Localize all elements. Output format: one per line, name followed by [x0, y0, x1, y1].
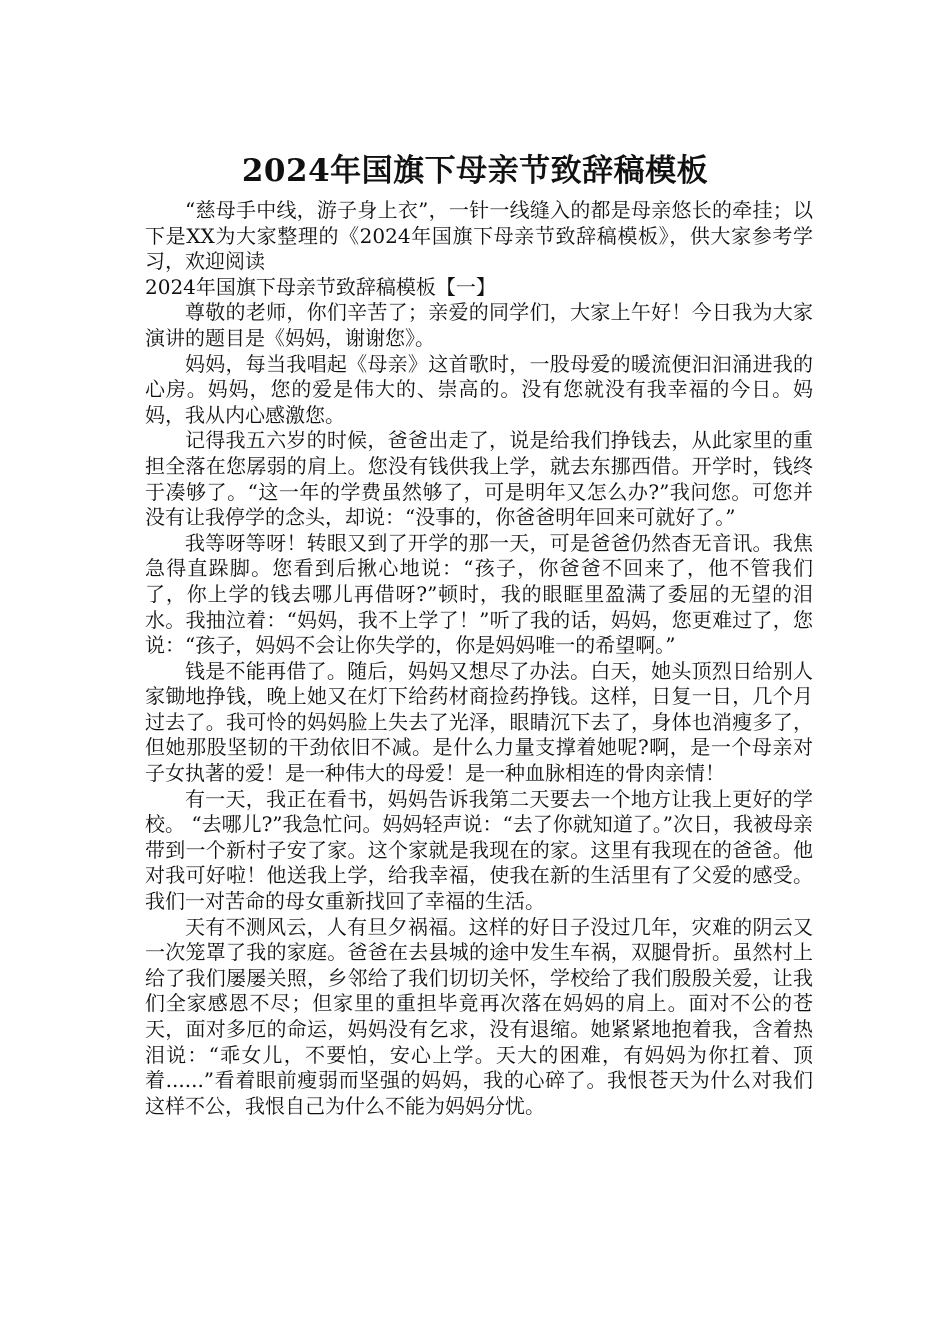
body-paragraph: 记得我五六岁的时候，爸爸出走了，说是给我们挣钱去，从此家里的重担全落在您孱弱的肩上。您没有钱供我上学，就去东挪西借。开学时，钱终于凑够了。“这一年的学费虽然够了，可是明年又怎么办?”我问您。可您并没有让我停学的念头，却说：“没事的，你爸爸明年回来可就好了。” [145, 428, 813, 530]
body-paragraph: 尊敬的老师，你们辛苦了；亲爱的同学们，大家上午好！今日我为大家演讲的题目是《妈妈，谢谢您》。 [145, 300, 813, 350]
body-paragraph: 我等呀等呀！转眼又到了开学的那一天，可是爸爸仍然杳无音讯。我焦急得直跺脚。您看到后揪心地说：“孩子，你爸爸不回来了，他不管我们了，你上学的钱去哪儿再借呀?”顿时，我的眼眶里盈满了委屈的无望的泪水。我抽泣着：“妈妈，我不上学了！”听了我的话，妈妈，您更难过了，您说：“孩子，妈妈不会让你失学的，你是妈妈唯一的希望啊。” [145, 530, 813, 658]
document-title: 2024年国旗下母亲节致辞稿模板 [241, 152, 709, 189]
document-body [145, 198, 813, 1119]
body-paragraph: 有一天，我正在看书，妈妈告诉我第二天要去一个地方让我上更好的学校。 “去哪儿?”我急忙问。妈妈轻声说：“去了你就知道了。”次日，我被母亲带到一个新村子安了家。这个家就是我现在的家。这里有我现在的爸爸。他对我可好啦！他送我上学，给我幸福，使我在新的生活里有了父爱的感受。我们一对苦命的母女重新找回了幸福的生活。 [145, 786, 813, 914]
section-heading: 2024年国旗下母亲节致辞稿模板【一】 [145, 274, 496, 299]
intro-paragraph: “慈母手中线，游子身上衣”，一针一线缝入的都是母亲悠长的牵挂；以下是XX为大家整理的《2024年国旗下母亲节致辞稿模板》，供大家参考学习，欢迎阅读 [145, 198, 813, 274]
body-paragraph: 妈妈，每当我唱起《母亲》这首歌时，一股母爱的暖流便汩汩涌进我的心房。妈妈，您的爱是伟大的、崇高的。没有您就没有我幸福的今日。妈妈，我从内心感激您。 [145, 351, 813, 427]
body-paragraph: 钱是不能再借了。随后，妈妈又想尽了办法。白天，她头顶烈日给别人家锄地挣钱，晚上她又在灯下给药材商捡药挣钱。这样，日复一日，几个月过去了。我可怜的妈妈脸上失去了光泽，眼睛沉下去了，身体也消瘦多了，但她那股坚韧的干劲依旧不减。是什么力量支撑着她呢?啊，是一个母亲对子女执著的爱！是一种伟大的母爱！是一种血脉相连的骨肉亲情！ [145, 658, 813, 786]
body-paragraph: 天有不测风云，人有旦夕祸福。这样的好日子没过几年，灾难的阴云又一次笼罩了我的家庭。爸爸在去县城的途中发生车祸，双腿骨折。虽然村上给了我们屡屡关照，乡邻给了我们切切关怀，学校给了我们殷殷关爱，让我们全家感恩不尽；但家里的重担毕竟再次落在妈妈的肩上。面对不公的苍天，面对多厄的命运，妈妈没有乞求，没有退缩。她紧紧地抱着我，含着热泪说：“乖女儿，不要怕，安心上学。天大的困难，有妈妈为你扛着、顶着......”看着眼前瘦弱而坚强的妈妈，我的心碎了。我恨苍天为什么对我们这样不公，我恨自己为什么不能为妈妈分忧。 [145, 914, 813, 1118]
